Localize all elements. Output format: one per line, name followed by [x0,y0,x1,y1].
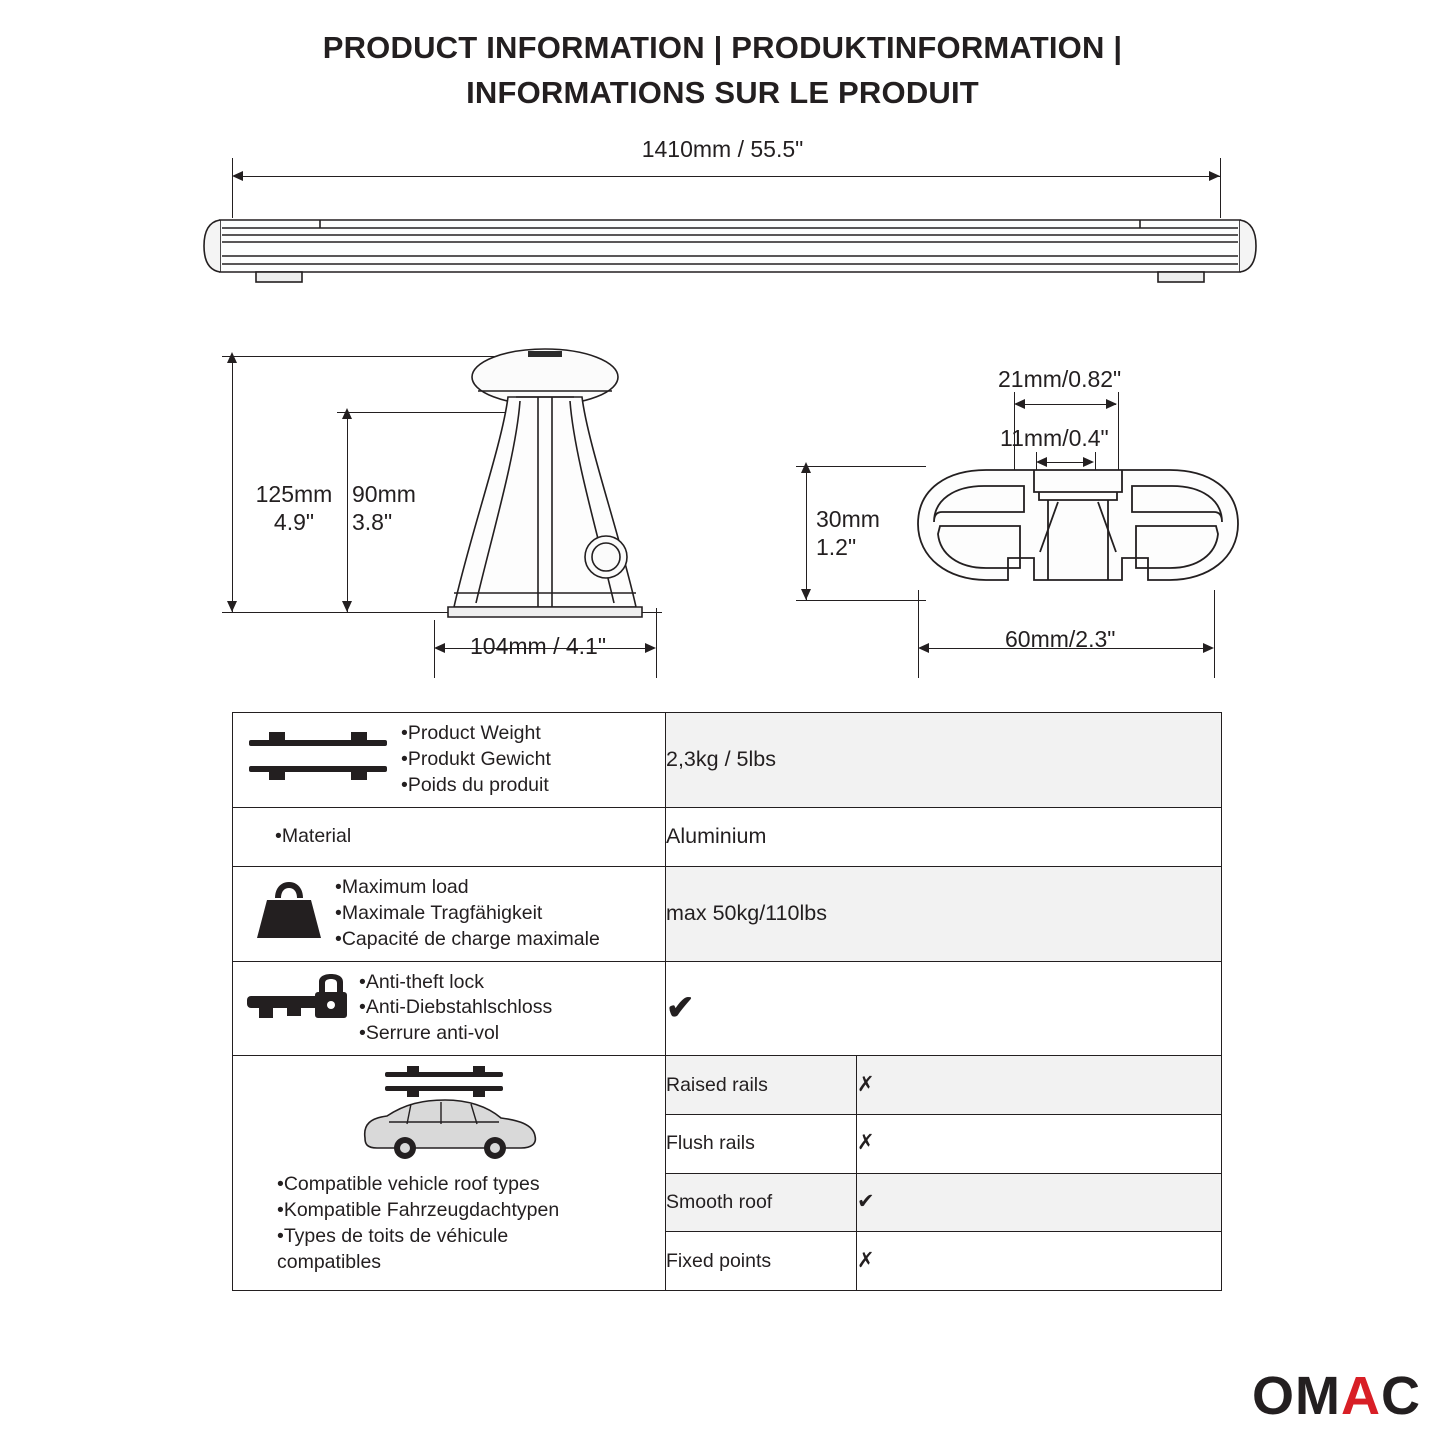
profile-slot-outer-label: 21mm/0.82" [998,366,1122,392]
profile-height-ext-bottom [796,600,926,601]
checkmark-icon: ✔ [666,989,695,1028]
roof-option-mark-fixed-points [857,1232,1222,1291]
profile-height-arrow-down [801,589,811,600]
table-row-anti-theft-lock [233,961,1222,1056]
page-title-line2: INFORMATIONS SUR LE PRODUIT [466,74,979,110]
label-text-material: •Material [275,824,352,847]
foot-height-inner-label: 90mm 3.8" [352,481,416,535]
omac-logo [1252,1366,1421,1426]
label-cell-anti-theft-lock [233,961,666,1056]
profile-width-ext-left [918,590,919,678]
roof-option-mark-flush-rails [857,1114,1222,1173]
profile-height-ext-top [796,466,926,467]
foot-width-ext-right [656,608,657,678]
label-cell-roof-types [233,1056,666,1291]
profile-slot-inner-label: 11mm/0.4" [1000,425,1109,451]
profile-width-arrow-right [1203,643,1214,653]
roof-option-name-raised-rails: Raised rails [666,1056,857,1115]
foot-height-total-line [232,356,233,612]
foot-front-view-illustration [420,335,680,625]
length-dimension-label: 1410mm / 55.5" [641,136,804,162]
label-text-maximum-load: •Maximum load •Maximale Tragfähigkeit •Capacité de charge maximale [335,875,600,950]
label-text-product-weight: •Product Weight •Produkt Gewicht •Poids du produit [401,722,551,796]
foot-height-total-arrow-down [227,601,237,612]
profile-width-ext-right [1214,590,1215,678]
omac-logo-text-1: OM [1252,1366,1341,1426]
length-dimension-line [236,176,1220,177]
car-with-rack-icon [349,1064,549,1166]
table-row-maximum-load [233,866,1222,961]
foot-width-arrow-right [645,643,656,653]
table-row-roof-types [233,1056,1222,1115]
foot-height-total-label: 125mm 4.9" [255,481,333,535]
foot-width-ext-left [434,620,435,678]
profile-slot-outer-arrow-right [1106,399,1117,409]
label-text-anti-theft-lock: •Anti-theft lock •Anti-Diebstahlschloss •Serrure anti-vol [359,970,553,1045]
value-maximum-load: max 50kg/110lbs [666,866,1222,961]
roof-option-mark-smooth-roof [857,1173,1222,1232]
specification-table [232,712,1222,1291]
value-anti-theft-lock [666,961,1222,1056]
page-title [0,26,1445,116]
value-product-weight: 2,3kg / 5lbs [666,713,1222,808]
profile-slot-outer-line [1018,404,1116,405]
foot-width-arrow-left [434,643,445,653]
checkmark-icon: ✔ [857,1189,875,1213]
value-material: Aluminium [666,807,1222,866]
roof-option-mark-raised-rails [857,1056,1222,1115]
crossbars-icon [243,726,395,794]
profile-height-line [806,466,807,600]
profile-width-label: 60mm/2.3" [1005,626,1116,652]
omac-logo-text-2: A [1341,1366,1381,1426]
label-cell-product-weight [233,713,666,808]
profile-height-label: 30mm 1.2" [816,506,880,560]
foot-height-total-arrow-up [227,352,237,363]
profile-height-arrow-up [801,462,811,473]
cross-icon: ✗ [857,1072,875,1096]
foot-height-inner-arrow-up [342,408,352,419]
table-row-material [233,807,1222,866]
foot-width-label: 104mm / 4.1" [470,633,607,659]
profile-cross-section-illustration [908,462,1248,642]
label-text-roof-types: •Compatible vehicle roof types •Kompatible Fahrzeugdachtypen •Types de toits de véhicule compatibles [277,1173,560,1274]
lock-icon [243,974,353,1042]
profile-slot-outer-arrow-left [1014,399,1025,409]
length-arrow-left [232,171,243,181]
roof-option-name-smooth-roof: Smooth roof [666,1173,857,1232]
label-cell-material [233,807,666,866]
label-cell-maximum-load [233,866,666,961]
roof-option-name-flush-rails: Flush rails [666,1114,857,1173]
profile-width-arrow-left [918,643,929,653]
page-title-line1: PRODUCT INFORMATION | PRODUKTINFORMATION | [322,30,1123,65]
cross-icon: ✗ [857,1248,875,1272]
roof-option-name-fixed-points: Fixed points [666,1232,857,1291]
crossbar-top-view-illustration [200,198,1260,308]
weight-icon [243,880,329,948]
foot-height-inner-line [347,412,348,612]
cross-icon: ✗ [857,1131,875,1155]
table-row-product-weight [233,713,1222,808]
foot-height-inner-arrow-down [342,601,352,612]
length-arrow-right [1209,171,1220,181]
omac-logo-text-3: C [1381,1366,1421,1426]
